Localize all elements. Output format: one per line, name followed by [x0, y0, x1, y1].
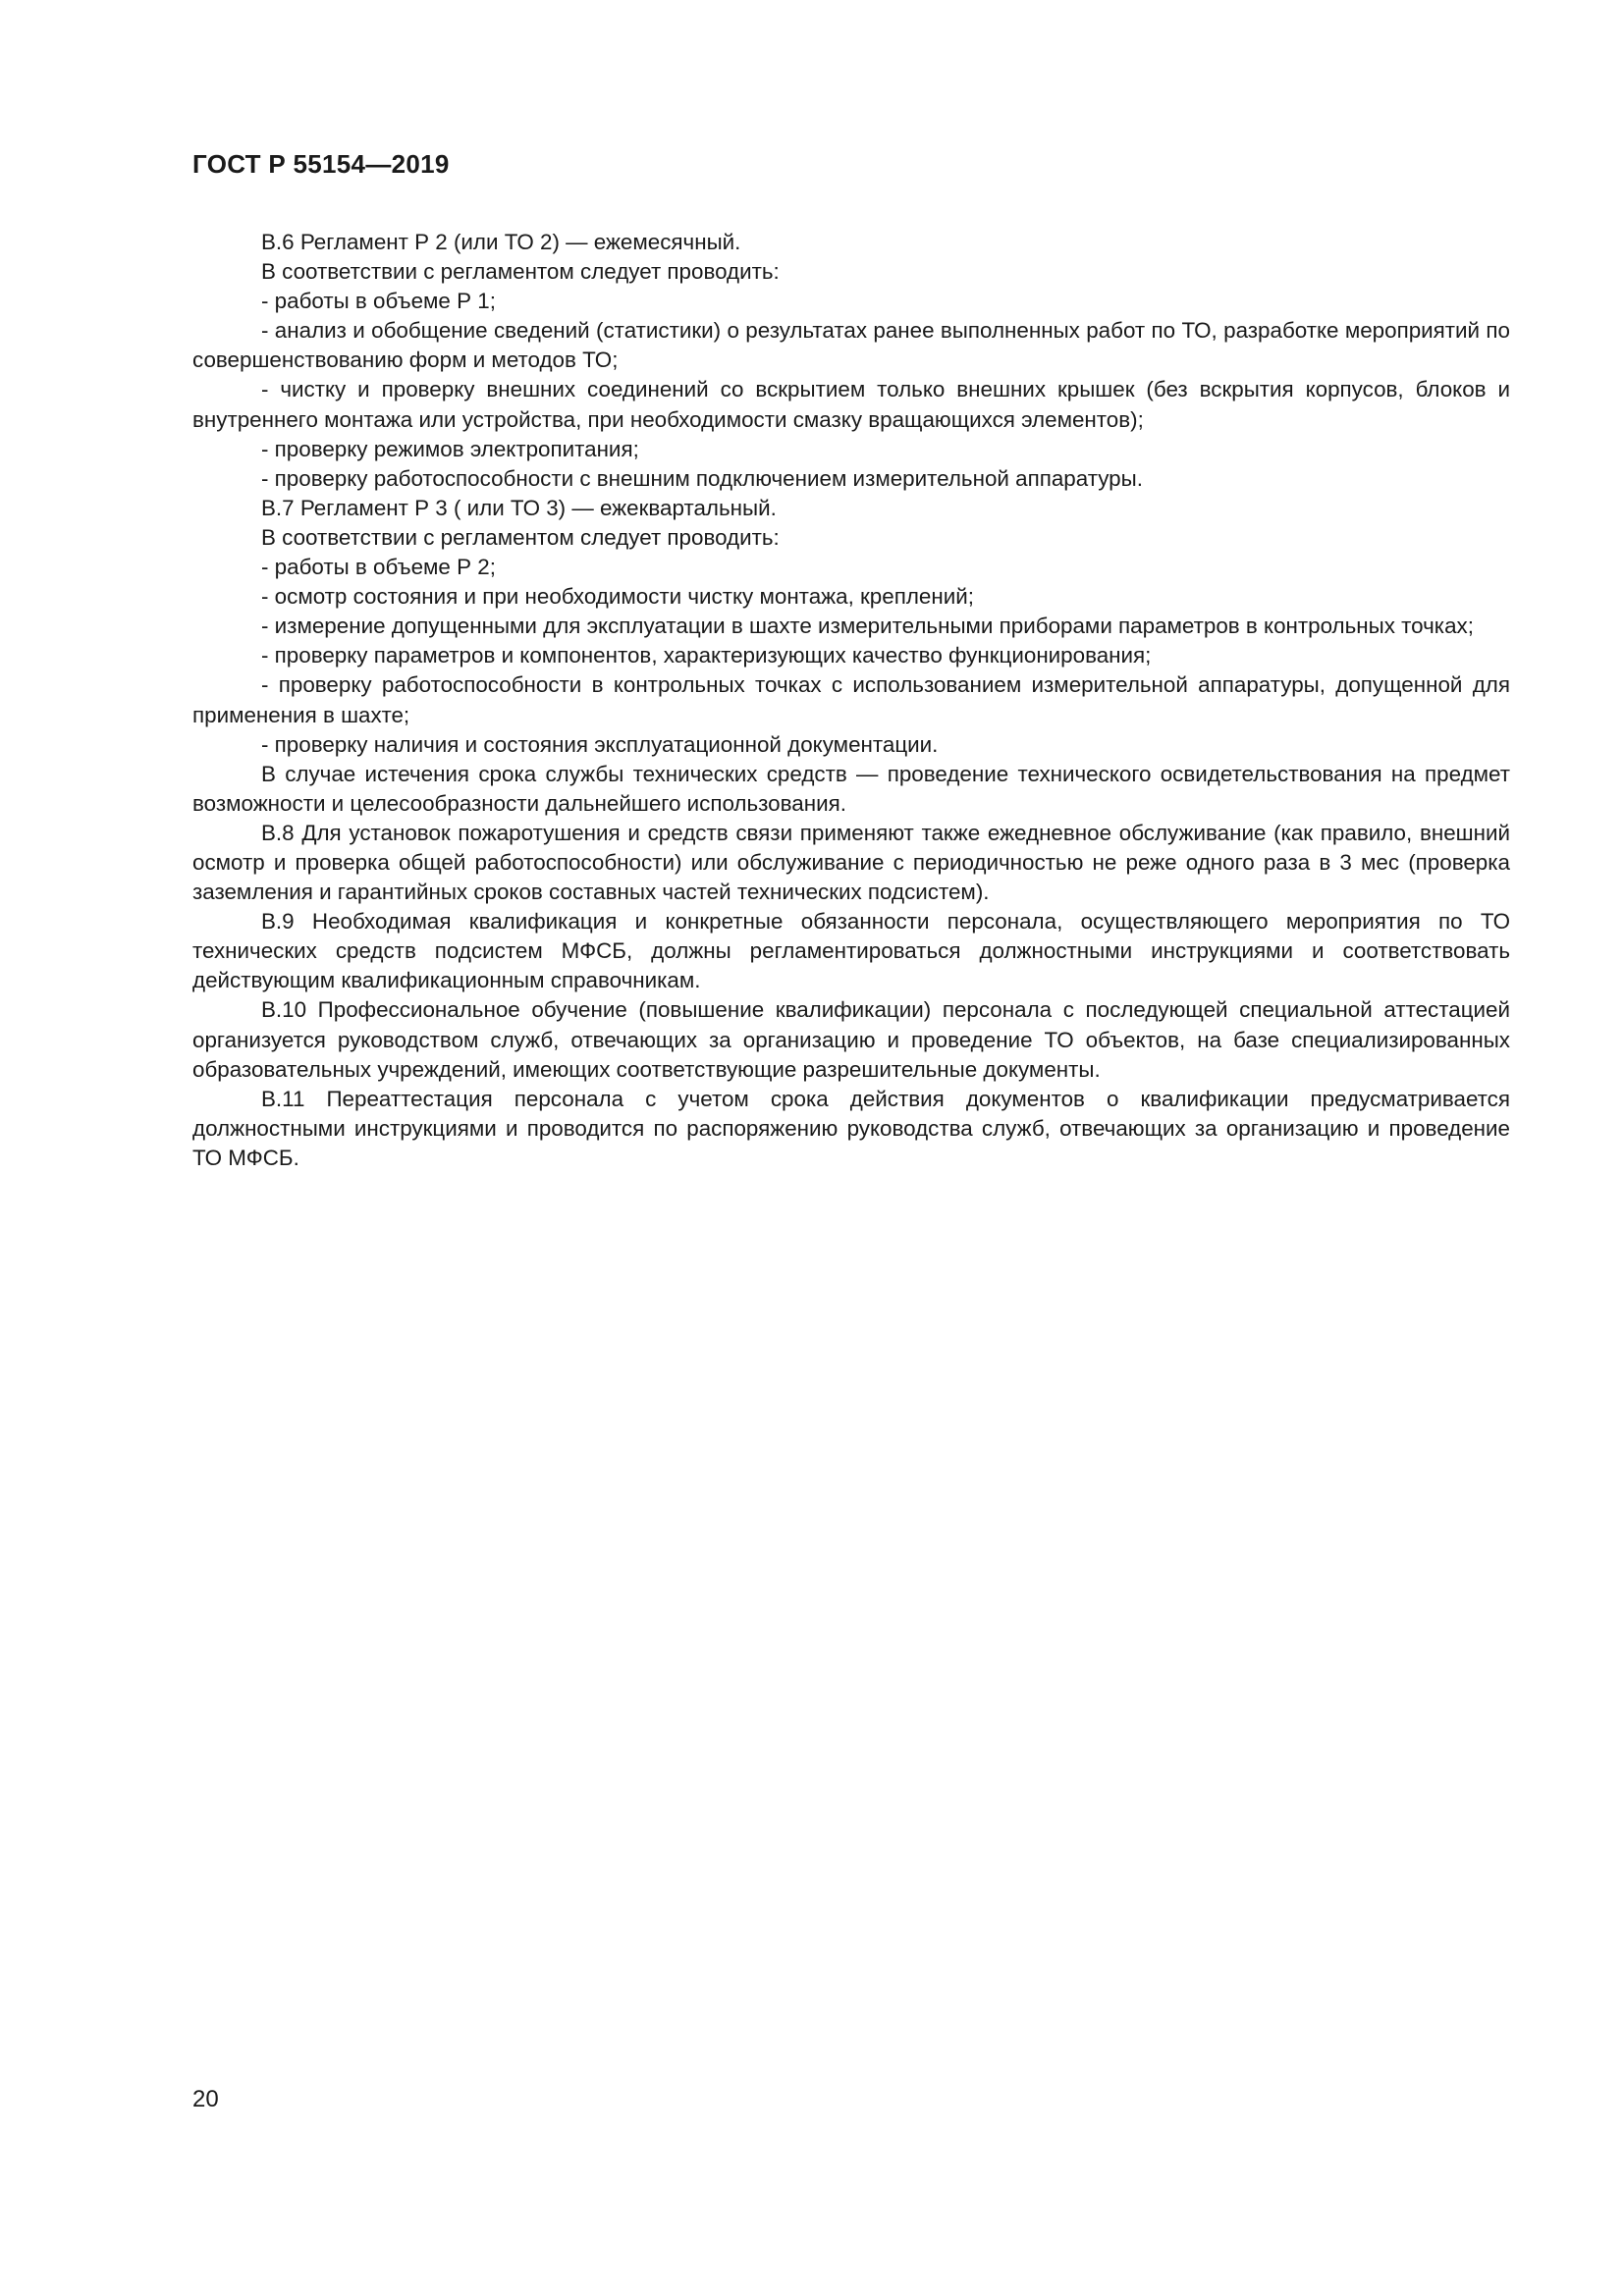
paragraph-b8: В.8 Для установок пожаротушения и средств связи применяют также ежедневное обслуживание (как правило, внешний осмотр и проверка общей работоспособности) или обслуживание с периодичностью не реже одного раза в 3 мес (проверка заземления и гарантийных сроков составных частей технических подсистем).: [192, 820, 1510, 905]
list-item: - анализ и обобщение сведений (статистики) о результатах ранее выполненных работ по ТО, разработке мероприятий по совершенствованию форм и методов ТО;: [192, 318, 1510, 373]
list-item: - проверку работоспособности в контрольных точках с использованием измерительной аппаратуры, допущенной для применения в шахте;: [192, 672, 1510, 727]
list-item: - чистку и проверку внешних соединений со вскрытием только внешних крышек (без вскрытия корпусов, блоков и внутреннего монтажа или устройства, при необходимости смазку вращающихся элементов);: [192, 377, 1510, 432]
paragraph: В соответствии с регламентом следует проводить:: [261, 259, 780, 285]
list-item: - осмотр состояния и при необходимости чистку монтажа, креплений;: [261, 584, 974, 610]
list-item: - работы в объеме Р 1;: [261, 289, 496, 314]
paragraph-b11: В.11 Переаттестация персонала с учетом срока действия документов о квалификации предусматривается должностными инструкциями и проводится по распоряжению руководства служб, отвечающих за организацию и проведение ТО МФСБ.: [192, 1086, 1510, 1170]
list-item: - проверку наличия и состояния эксплуатационной документации.: [261, 731, 939, 757]
list-item: - проверку режимов электропитания;: [261, 436, 639, 461]
list-item: - работы в объеме Р 2;: [261, 555, 496, 580]
paragraph-b10: В.10 Профессиональное обучение (повышение квалификации) персонала с последующей специальной аттестацией организуется руководством служб, отвечающих за организацию и проведение ТО объектов, на базе специализированных образовательных учреждений, имеющих соответствующие разрешительные документы.: [192, 997, 1510, 1082]
paragraph-b7-title: В.7 Регламент Р 3 ( или ТО 3) — ежеквартальный.: [261, 495, 777, 520]
list-item: - проверку параметров и компонентов, характеризующих качество функционирования;: [261, 643, 1152, 668]
paragraph-b9: В.9 Необходимая квалификация и конкретные обязанности персонала, осуществляющего мероприятия по ТО технических средств подсистем МФСБ, должны регламентироваться должностными инструкциями и соответствовать действующим квалификационным справочникам.: [192, 909, 1510, 993]
document-body: [192, 228, 1510, 1173]
list-item: - измерение допущенными для эксплуатации в шахте измерительными приборами параметров в контрольных точках;: [261, 614, 1474, 639]
paragraph: В случае истечения срока службы технических средств — проведение технического освидетельствования на предмет возможности и целесообразности дальнейшего использования.: [192, 761, 1510, 816]
standard-designation: ГОСТ Р 55154—2019: [192, 149, 450, 179]
paragraph: В соответствии с регламентом следует проводить:: [261, 524, 780, 550]
list-item: - проверку работоспособности с внешним подключением измерительной аппаратуры.: [261, 465, 1143, 491]
page-number: 20: [192, 2086, 219, 2112]
paragraph-b6-title: В.6 Регламент Р 2 (или ТО 2) — ежемесячный.: [261, 230, 741, 254]
